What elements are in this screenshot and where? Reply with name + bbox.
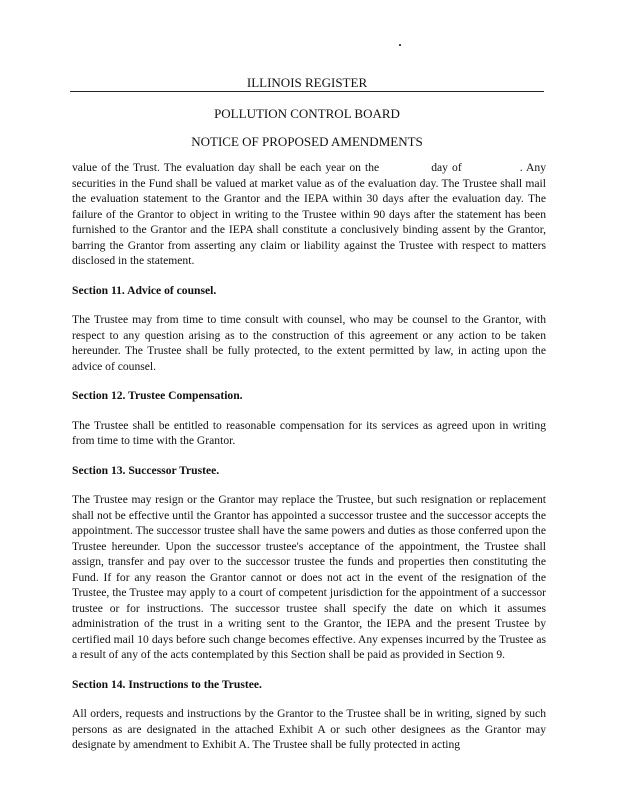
intro-paragraph — [72, 160, 546, 269]
section-11-heading: Section 11. Advice of counsel. — [72, 283, 217, 297]
intro-part1: value of the Trust. The evaluation day shall be each year on the — [72, 161, 380, 174]
document-body — [72, 160, 546, 767]
board-title: POLLUTION CONTROL BOARD — [214, 106, 400, 121]
section-13-text: The Trustee may resign or the Grantor may replace the Trustee, but such resignation or replacement shall not be effective until the Grantor has appointed a successor trustee and the successor accepts the appointment. The successor trustee shall have the same powers and duties as those conferred upon the Trustee hereunder. Upon the successor trustee's acceptance of the appointment, the Trustee shall assign, transfer and pay over to the successor trustee the funds and properties then constituting the Fund. If for any reason the Grantor cannot or does not act in the event of the resignation of the Trustee, the Trustee may apply to a court of competent jurisdiction for the appointment of a successor trustee or for instructions. The successor trustee shall specify the date on which it assumes administration of the trust in a writing sent to the Grantor, the IEPA and the present Trustee by certified mail 10 days before such change becomes effective. Any expenses incurred by the Trustee as a result of any of the acts contemplated by this Section shall be paid as provided in Section 9. — [72, 493, 546, 661]
intro-part3: . — [519, 161, 523, 174]
section-12-text: The Trustee shall be entitled to reasonable compensation for its services as agreed upon in writing from time to time with the Grantor. — [72, 418, 546, 447]
intro-rest: Any securities in the Fund shall be valued at market value as of the evaluation day. The Trustee shall mail the evaluation statement to the Grantor and the IEPA within 30 days after the evaluation day. The failure of the Grantor to object in writing to the Trustee within 90 days after the statement has been furnished to the Grantor and the IEPA shall constitute a conclusively binding assent by the Grantor, barring the Grantor from asserting any claim or liability against the Trustee with respect to matters disclosed in the statement. — [72, 161, 546, 267]
register-title: ILLINOIS REGISTER — [246, 75, 368, 90]
intro-part2: day of — [431, 161, 462, 174]
section-12-heading: Section 12. Trustee Compensation. — [72, 389, 243, 402]
scan-speck — [399, 44, 401, 46]
section-14-heading: Section 14. Instructions to the Trustee. — [72, 677, 262, 691]
header-rule — [70, 91, 544, 92]
section-14-text: All orders, requests and instructions by the Grantor to the Trustee shall be in writing, signed by such persons as are designated in the attached Exhibit A or such other designees as the Grantor may designate by amendment to Exhibit A. The Trustee shall be fully protected in acting — [72, 707, 546, 751]
notice-title: NOTICE OF PROPOSED AMENDMENTS — [191, 134, 423, 149]
section-11-text: The Trustee may from time to time consult with counsel, who may be counsel to the Grantor, with respect to any question arising as to the construction of this agreement or any action to be taken hereunder. The Trustee shall be fully protected, to the extent permitted by law, in acting upon the advice of counsel. — [72, 313, 546, 373]
section-13-heading: Section 13. Successor Trustee. — [72, 463, 220, 477]
